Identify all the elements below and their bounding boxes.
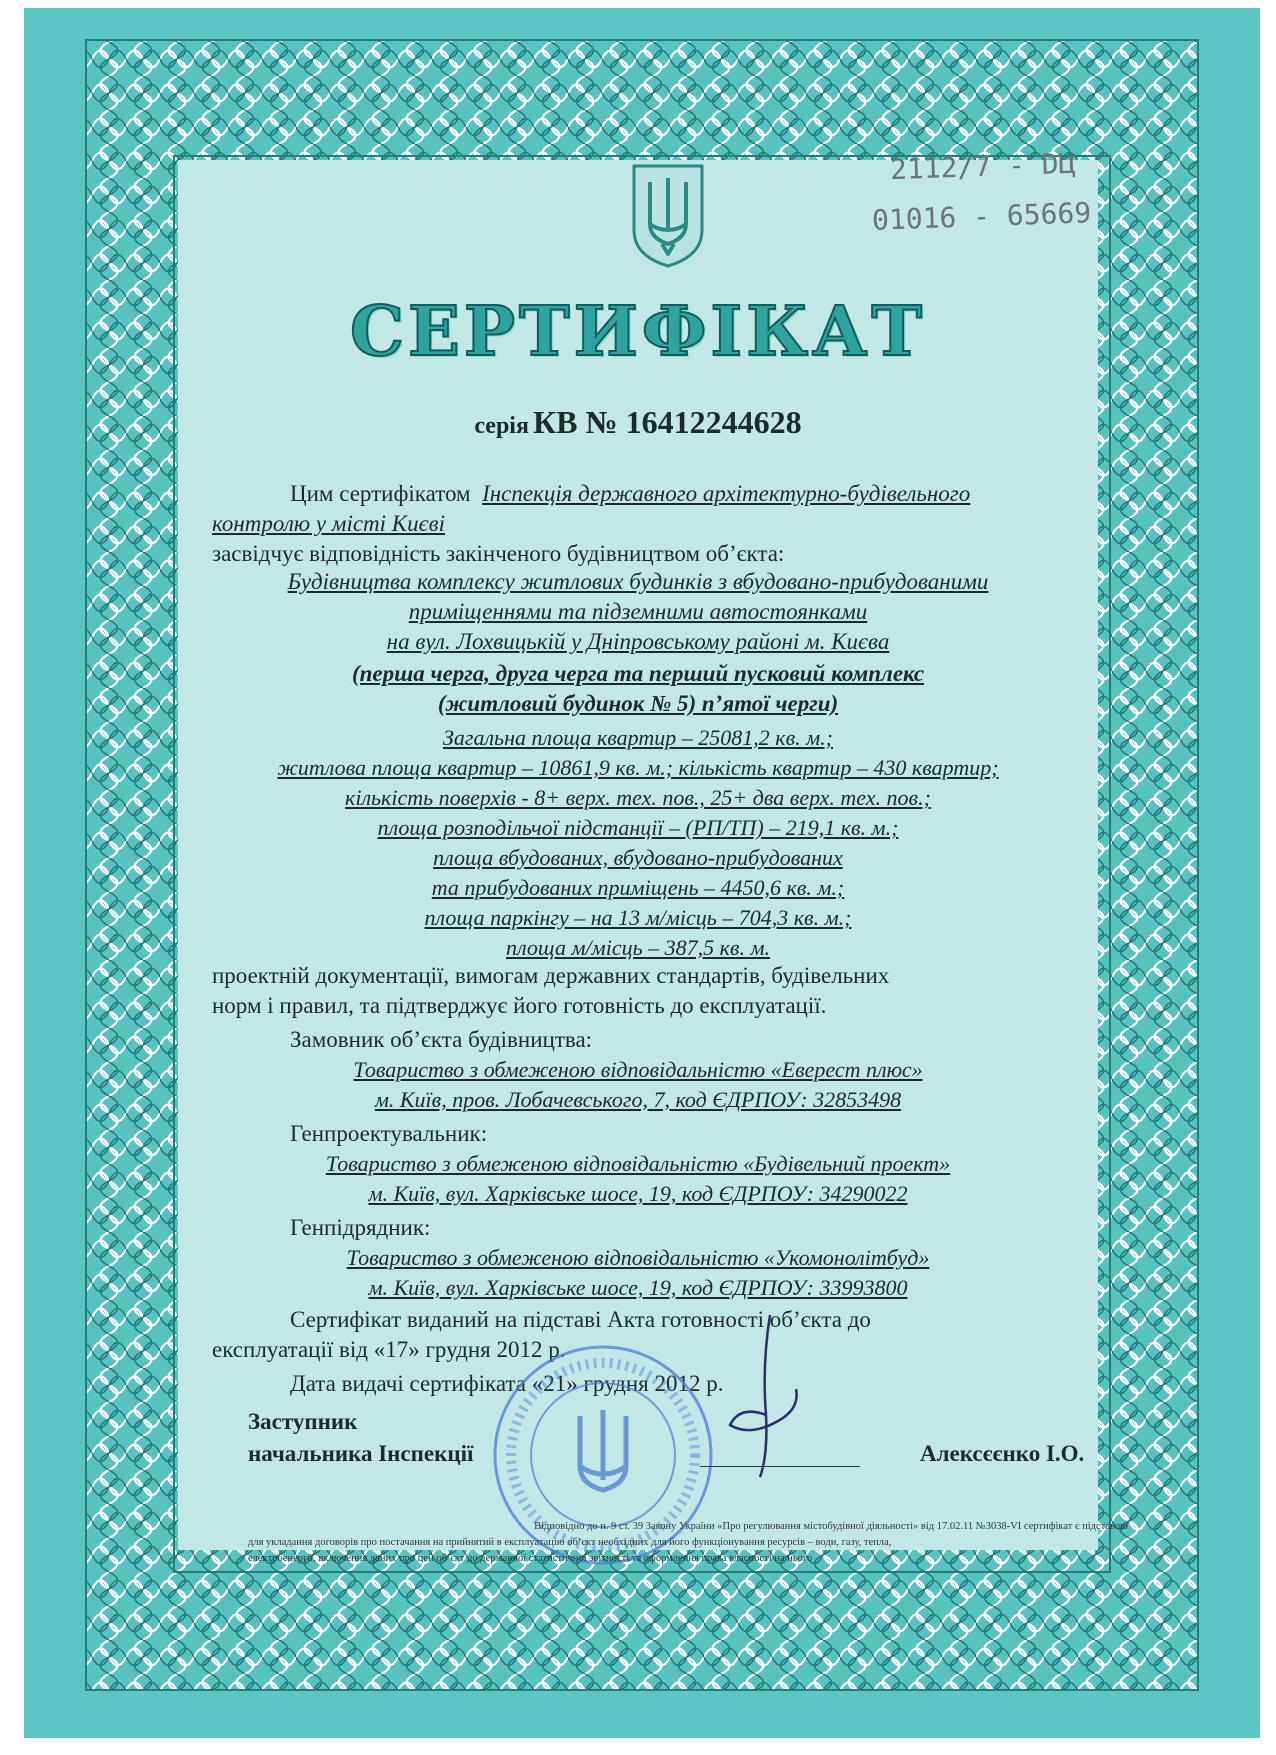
signature-line xyxy=(700,1466,860,1467)
coat-of-arms-icon xyxy=(628,160,708,270)
spec-line-8: площа м/місць – 387,5 кв. м. xyxy=(506,935,770,960)
conformity-line-1: проектній документації, вимогам державних стандартів, будівельних xyxy=(212,963,890,988)
basis-line-2: експлуатації від «17» грудня 2012 р. xyxy=(212,1337,566,1362)
spec-line-7: площа паркінгу – на 13 м/місць – 704,3 кв. м.; xyxy=(424,905,852,930)
issuer-line-2: контролю у місті Києві xyxy=(212,511,445,536)
object-line-1: Будівництва комплексу житлових будинків з вбудовано-прибудованими xyxy=(287,569,989,594)
footnote-line-2: для укладання договорів про постачання на прийнятий в експлуатацію об’єкт необхідних для його функціонування ресурсів – води, газу, тепла, xyxy=(248,1537,892,1548)
handwritten-note-2: 01016 - 65669 xyxy=(871,196,1092,237)
footnote-line-1: Відповідно до п. 9 ст. 39 Закону України «Про регулювання містобудівної діяльності» від 17.02.11 №3038-VI сертифікат є підставою xyxy=(534,1521,1128,1532)
series-number: КВ № 16412244628 xyxy=(532,404,802,440)
intro-line xyxy=(290,480,970,508)
signer-name: Алексєєнко І.О. xyxy=(920,1441,1085,1466)
designer-label: Генпроектувальник: xyxy=(290,1121,488,1146)
certificate-series xyxy=(0,404,1276,441)
customer-name: Товариство з обмеженою відповідальністю «Еверест плюс» xyxy=(353,1057,923,1082)
contractor-label: Генпідрядник: xyxy=(290,1215,431,1240)
spec-line-2: житлова площа квартир – 10861,9 кв. м.; кількість квартир – 430 квартир; xyxy=(277,755,999,780)
object-bold-line-2: (житловий будинок № 5) п’ятої черги) xyxy=(437,691,839,716)
designer-address: м. Київ, вул. Харківське шосе, 19, код ЄДРПОУ: 34290022 xyxy=(368,1181,908,1206)
basis-line-1: Сертифікат виданий на підставі Акта готовності об’єкта до xyxy=(290,1307,871,1332)
spec-line-4: площа розподільчої підстанції – (РП/ТП) – 219,1 кв. м.; xyxy=(377,815,899,840)
object-line-2: приміщеннями та підземними автостоянками xyxy=(408,599,868,624)
certifies-line: засвідчує відповідність закінченого будівництвом об’єкта: xyxy=(212,541,785,566)
spec-line-3: кількість поверхів - 8+ верх. тех. пов., 25+ два верх. тех. пов.; xyxy=(345,785,931,810)
conformity-line-2: норм і правил, та підтверджує його готовність до експлуатації. xyxy=(212,993,827,1018)
signer-position-2: начальника Інспекції xyxy=(248,1441,474,1466)
spec-line-6: та прибудованих приміщень – 4450,6 кв. м.; xyxy=(431,875,845,900)
customer-label: Замовник об’єкта будівництва: xyxy=(290,1027,593,1052)
issue-date: Дата видачі сертифіката «21» грудня 2012 р. xyxy=(290,1371,724,1396)
signer-position-1: Заступник xyxy=(248,1409,358,1434)
contractor-name: Товариство з обмеженою відповідальністю «Укомонолітбуд» xyxy=(346,1245,930,1270)
designer-name: Товариство з обмеженою відповідальністю «Будівельний проект» xyxy=(325,1151,951,1176)
spec-line-5: площа вбудованих, вбудовано-прибудованих xyxy=(433,845,843,870)
issuer-line-1: Інспекція державного архітектурно-будівельного xyxy=(482,481,971,506)
customer-address: м. Київ, пров. Лобачевського, 7, код ЄДРПОУ: 32853498 xyxy=(374,1087,902,1112)
handwritten-signature xyxy=(700,1305,840,1485)
intro-prefix: Цим сертифікатом xyxy=(290,481,471,506)
handwritten-note-1: 2112/7 - DЦ xyxy=(889,146,1076,187)
contractor-address: м. Київ, вул. Харківське шосе, 19, код ЄДРПОУ: 33993800 xyxy=(368,1275,908,1300)
spec-line-1: Загальна площа квартир – 25081,2 кв. м.; xyxy=(442,725,833,750)
certificate-title: СЕРТИФІКАТ xyxy=(349,292,927,372)
object-line-3: на вул. Лохвицькій у Дніпровському районі м. Києва xyxy=(386,629,890,654)
series-label: серія xyxy=(474,413,529,439)
object-bold-line-1: (перша черга, друга черга та перший пусковий комплекс xyxy=(351,661,925,686)
footnote-line-3: електроенергії, включення даних про цей об’єкт до державної статистичної звітності та оформлення права власності на нього xyxy=(248,1553,813,1564)
